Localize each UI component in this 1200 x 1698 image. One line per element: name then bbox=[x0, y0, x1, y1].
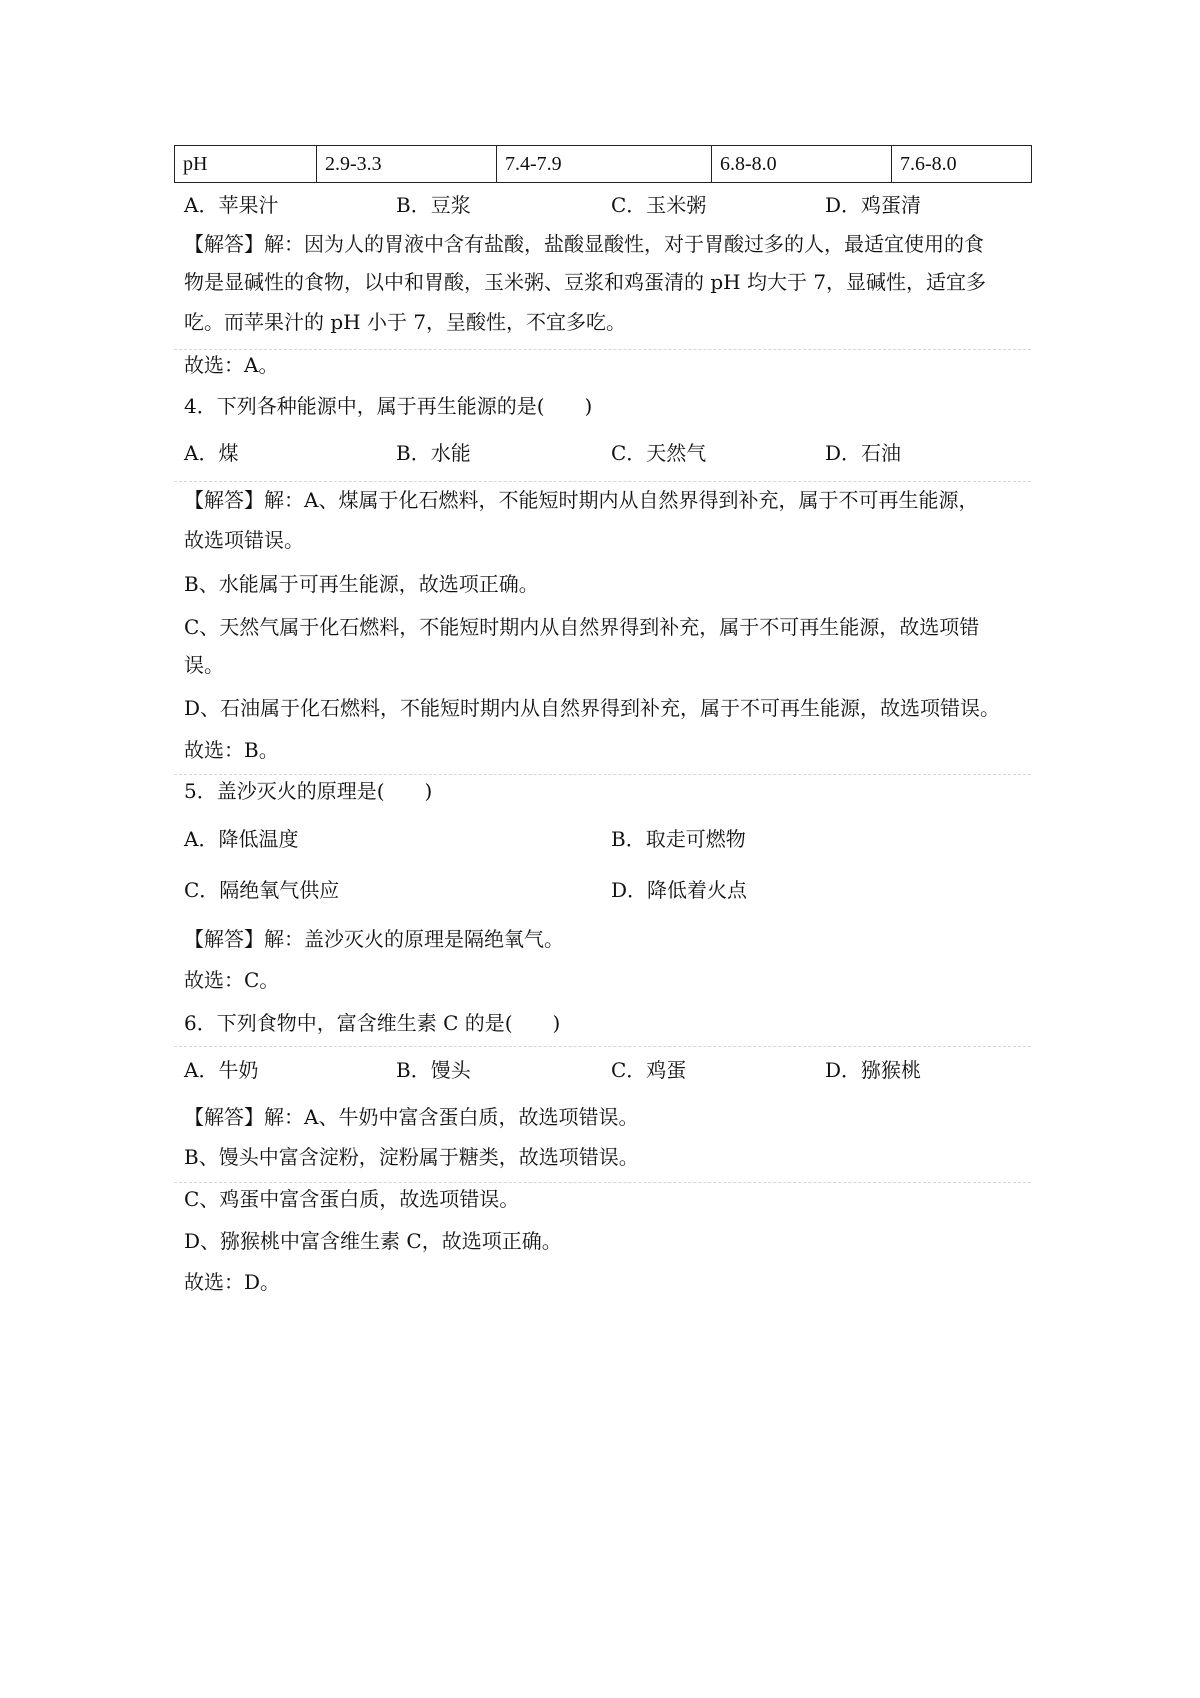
answer-line: 故选：A。 bbox=[184, 353, 279, 377]
question-stem: 6．下列食物中，富含维生素 C 的是( ) bbox=[184, 1011, 561, 1035]
divider bbox=[174, 774, 1031, 775]
option-d: D．猕猴桃 bbox=[825, 1058, 922, 1082]
ph-table bbox=[174, 145, 1032, 183]
table-cell: 6.8-8.0 bbox=[712, 146, 892, 183]
option-d: D．石油 bbox=[825, 441, 902, 465]
analysis-line: 【解答】解：因为人的胃液中含有盐酸，盐酸显酸性，对于胃酸过多的人，最适宜使用的食 bbox=[184, 232, 984, 256]
analysis-line: 吃。而苹果汁的 pH 小于 7，呈酸性，不宜多吃。 bbox=[184, 310, 627, 334]
analysis-line: 【解答】解：盖沙灭火的原理是隔绝氧气。 bbox=[184, 927, 564, 951]
question-stem: 4．下列各种能源中，属于再生能源的是( ) bbox=[184, 394, 593, 418]
option-c: C．天然气 bbox=[611, 441, 707, 465]
divider bbox=[174, 481, 1031, 482]
table-cell: 2.9-3.3 bbox=[317, 146, 497, 183]
table-cell-ph-label: pH bbox=[175, 146, 317, 183]
divider bbox=[174, 1182, 1031, 1183]
divider bbox=[174, 349, 1031, 350]
analysis-line: 误。 bbox=[184, 653, 224, 677]
option-d: D．鸡蛋清 bbox=[825, 193, 922, 217]
option-a: A．牛奶 bbox=[184, 1058, 259, 1082]
analysis-line: 【解答】解：A、煤属于化石燃料，不能短时期内从自然界得到补充，属于不可再生能源， bbox=[184, 488, 979, 512]
option-b: B．取走可燃物 bbox=[611, 827, 746, 851]
option-a: A．煤 bbox=[184, 441, 239, 465]
option-b: B．馒头 bbox=[396, 1058, 471, 1082]
option-a: A．降低温度 bbox=[184, 827, 299, 851]
analysis-line: D、石油属于化石燃料，不能短时期内从自然界得到补充，属于不可再生能源，故选项错误。 bbox=[184, 696, 1001, 720]
analysis-line: D、猕猴桃中富含维生素 C，故选项正确。 bbox=[184, 1229, 562, 1253]
divider bbox=[174, 1046, 1031, 1047]
option-c: C．隔绝氧气供应 bbox=[184, 878, 340, 902]
analysis-line: 【解答】解：A、牛奶中富含蛋白质，故选项错误。 bbox=[184, 1105, 639, 1129]
analysis-line: C、鸡蛋中富含蛋白质，故选项错误。 bbox=[184, 1187, 520, 1211]
table-cell: 7.4-7.9 bbox=[497, 146, 712, 183]
question-stem: 5．盖沙灭火的原理是( ) bbox=[184, 779, 433, 803]
option-a: A．苹果汁 bbox=[184, 193, 279, 217]
table-row bbox=[175, 146, 1032, 183]
analysis-line: C、天然气属于化石燃料，不能短时期内从自然界得到补充，属于不可再生能源，故选项错 bbox=[184, 615, 980, 639]
answer-line: 故选：D。 bbox=[184, 1270, 281, 1294]
option-c: C．玉米粥 bbox=[611, 193, 707, 217]
analysis-line: B、馒头中富含淀粉，淀粉属于糖类，故选项错误。 bbox=[184, 1145, 639, 1169]
table-cell: 7.6-8.0 bbox=[892, 146, 1032, 183]
answer-line: 故选：C。 bbox=[184, 968, 280, 992]
option-c: C．鸡蛋 bbox=[611, 1058, 687, 1082]
option-d: D．降低着火点 bbox=[611, 878, 748, 902]
answer-line: 故选：B。 bbox=[184, 738, 279, 762]
analysis-line: B、水能属于可再生能源，故选项正确。 bbox=[184, 572, 539, 596]
option-b: B．豆浆 bbox=[396, 193, 471, 217]
analysis-line: 故选项错误。 bbox=[184, 528, 304, 552]
analysis-line: 物是显碱性的食物，以中和胃酸，玉米粥、豆浆和鸡蛋清的 pH 均大于 7，显碱性，适宜多 bbox=[184, 270, 987, 294]
option-b: B．水能 bbox=[396, 441, 471, 465]
